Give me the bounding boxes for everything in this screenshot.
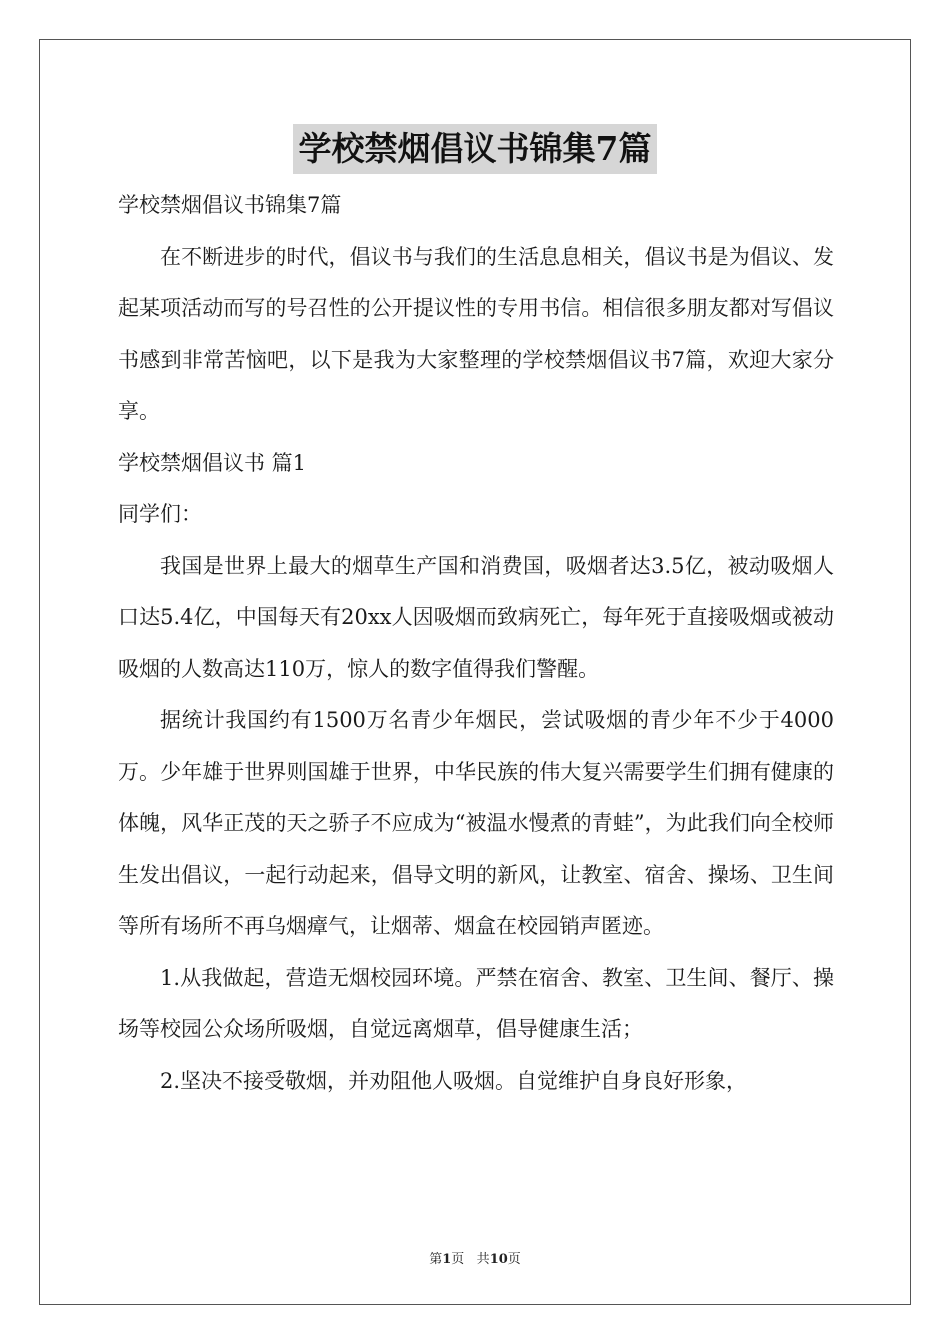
page-footer: [0, 1248, 950, 1267]
document-title: 学校禁烟倡议书锦集7篇: [293, 124, 658, 174]
page-prefix: 第: [429, 1252, 443, 1267]
body-paragraph: 1.从我做起，营造无烟校园环境。严禁在宿舍、教室、卫生间、餐厅、操场等校园公众场所吸烟，自觉远离烟草，倡导健康生活；: [118, 965, 834, 1041]
total-pages: 10: [489, 1252, 508, 1267]
page-number: 1: [442, 1252, 452, 1267]
page-suffix: 页: [451, 1252, 465, 1267]
intro-paragraph: 在不断进步的时代，倡议书与我们的生活息息相关，倡议书是为倡议、发起某项活动而写的号召性的公开提议性的专用书信。相信很多朋友都对写倡议书感到非常苦恼吧，以下是我为大家整理的学校禁烟倡议书7篇，欢迎大家分享。: [118, 244, 834, 423]
body-paragraph: 我国是世界上最大的烟草生产国和消费国，吸烟者达3.5亿，被动吸烟人口达5.4亿，中国每天有20xx人因吸烟而致病死亡，每年死于直接吸烟或被动吸烟的人数高达110万，惊人的数字值得我们警醒。: [118, 553, 834, 681]
document-body: [118, 180, 834, 1107]
total-suffix: 页: [507, 1252, 521, 1267]
salutation: 同学们：: [118, 502, 202, 526]
body-paragraph: 2.坚决不接受敬烟，并劝阻他人吸烟。自觉维护自身良好形象，: [160, 1068, 748, 1093]
total-prefix: 共: [476, 1252, 490, 1267]
body-paragraph: 据统计我国约有1500万名青少年烟民，尝试吸烟的青少年不少于4000万。少年雄于世界则国雄于世界，中华民族的伟大复兴需要学生们拥有健康的体魄，风华正茂的天之骄子不应成为“被温水慢煮的青蛙”，为此我们向全校师生发出倡议，一起行动起来，倡导文明的新风，让教室、宿舍、操场、卫生间等所有场所不再乌烟瘴气，让烟蒂、烟盒在校园销声匿迹。: [118, 708, 834, 938]
document-subtitle: 学校禁烟倡议书锦集7篇: [118, 193, 342, 217]
section-heading: 学校禁烟倡议书 篇1: [118, 450, 307, 475]
title-wrap: [0, 124, 950, 174]
